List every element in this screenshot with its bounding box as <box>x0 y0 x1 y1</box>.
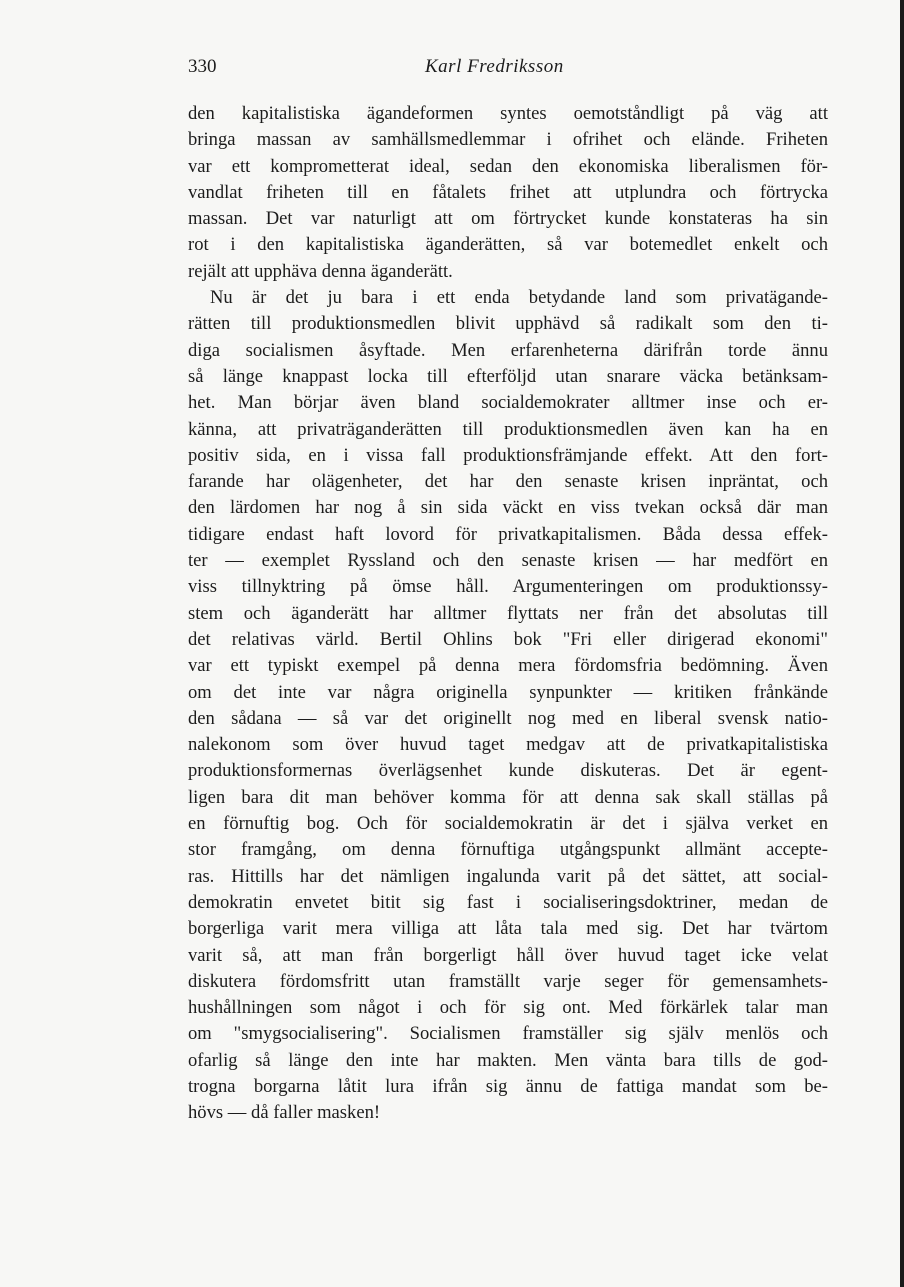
text-line: ras. Hittills har det nämligen ingalunda varit på det sättet, att social- <box>188 865 828 887</box>
text-line: en förnuftig bog. Och för socialdemokratin är det i själva verket en <box>188 813 828 835</box>
text-line: det relativas värld. Bertil Ohlins bok "Fri eller dirigerad ekonomi" <box>188 628 828 650</box>
text-line: den sådana — så var det originellt nog med en liberal svensk natio- <box>188 707 828 729</box>
text-line: diga socialismen åsyftade. Men erfarenheterna därifrån torde ännu <box>188 339 828 361</box>
text-line: trogna borgarna låtit lura ifrån sig ännu de fattiga mandat som be- <box>188 1075 828 1097</box>
text-line: stem och äganderätt har alltmer flyttats ner från det absolutas till <box>188 602 828 624</box>
text-line: hushållningen som något i och för sig ont. Med förkärlek talar man <box>188 997 828 1019</box>
text-line: vandlat friheten till en fåtalets frihet att utplundra och förtrycka <box>188 181 828 203</box>
text-line: varit så, att man från borgerligt håll över huvud taget icke velat <box>188 944 828 966</box>
text-line: den kapitalistiska ägandeformen syntes oemotståndligt på väg att <box>188 103 828 124</box>
page-header <box>188 56 828 86</box>
text-line: positiv sida, en i vissa fall produktionsfrämjande effekt. Att den fort- <box>188 444 828 466</box>
text-line: farande har olägenheter, det har den senaste krisen inpräntat, och <box>188 471 828 493</box>
text-line: rot i den kapitalistiska äganderätten, så var botemedlet enkelt och <box>188 234 828 256</box>
text-line: nalekonom som över huvud taget medgav att de privatkapitalistiska <box>188 734 828 756</box>
text-line: stor framgång, om denna förnuftiga utgångspunkt allmänt accepte- <box>188 839 828 861</box>
paragraph-1 <box>188 101 828 285</box>
text-line: om det inte var några originella synpunkter — kritiken frånkände <box>188 681 828 703</box>
text-line: borgerliga varit mera villiga att låta tala med sig. Det har tvärtom <box>188 918 828 940</box>
text-line: den lärdomen har nog å sin sida väckt en viss tvekan också där man <box>188 497 828 519</box>
text-line: så länge knappast locka till efterföljd utan snarare väcka betänksam- <box>188 365 828 387</box>
text-line: rätten till produktionsmedlen blivit upphävd så radikalt som den ti- <box>188 313 828 335</box>
text-line: het. Man börjar även bland socialdemokrater alltmer inse och er- <box>188 392 828 414</box>
body-text <box>188 101 828 1127</box>
paragraph-2 <box>188 285 828 1127</box>
text-line: om "smygsocialisering". Socialismen framställer sig själv menlös och <box>188 1023 828 1045</box>
text-line: känna, att privaträganderätten till produktionsmedlen även kan ha en <box>188 418 828 440</box>
text-line: ligen bara dit man behöver komma för att denna sak skall ställas på <box>188 786 828 808</box>
running-title: Karl Fredriksson <box>425 56 564 77</box>
text-line: diskutera fördomsfritt utan framställt varje seger för gemensamhets- <box>188 970 828 992</box>
page-number: 330 <box>188 56 217 77</box>
text-line: demokratin envetet bitit sig fast i socialiseringsdoktriner, medan de <box>188 891 828 913</box>
text-line: hövs — då faller masken! <box>188 1102 381 1124</box>
text-line: viss tillnyktring på ömse håll. Argumenteringen om produktionssy- <box>188 576 828 598</box>
text-line: rejält att upphäva denna äganderätt. <box>188 260 453 282</box>
text-line: Nu är det ju bara i ett enda betydande land som privatägande- <box>210 287 828 309</box>
text-line: bringa massan av samhällsmedlemmar i ofrihet och elände. Friheten <box>188 129 828 151</box>
text-line: var ett komprometterat ideal, sedan den ekonomiska liberalismen för- <box>188 155 828 177</box>
text-line: var ett typiskt exempel på denna mera fördomsfria bedömning. Även <box>188 655 828 677</box>
text-line: ofarlig så länge den inte har makten. Men vänta bara tills de god- <box>188 1049 828 1071</box>
text-line: ter — exemplet Ryssland och den senaste krisen — har medfört en <box>188 550 828 572</box>
text-line: tidigare endast haft lovord för privatkapitalismen. Båda dessa effek- <box>188 523 828 545</box>
text-line: massan. Det var naturligt att om förtrycket kunde konstateras ha sin <box>188 208 828 230</box>
text-line: produktionsformernas överlägsenhet kunde diskuteras. Det är egent- <box>188 760 828 782</box>
page-edge <box>900 0 904 1287</box>
